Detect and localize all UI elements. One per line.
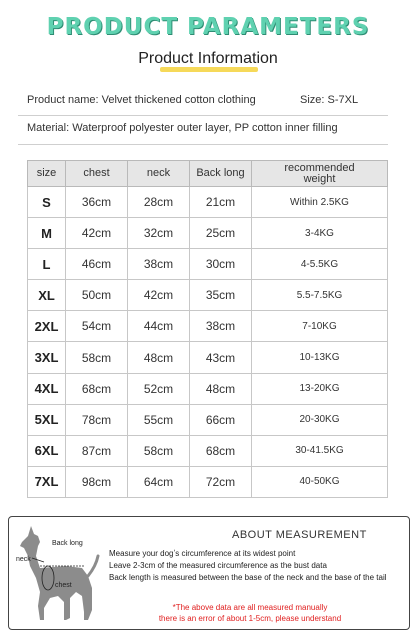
product-name: Product name: Velvet thickened cotton clothing [27,94,256,106]
cell-size: S [28,187,66,218]
measurement-title: ABOUT MEASUREMENT [232,529,367,541]
page-title: PRODUCT PARAMETERS [46,14,370,40]
header-neck: neck [128,161,190,187]
cell-chest: 98cm [66,466,128,497]
cell-chest: 42cm [66,218,128,249]
table-row [28,466,388,497]
header-size: size [28,161,66,187]
cell-weight: 5.5-7.5KG [252,280,388,311]
cell-chest: 46cm [66,249,128,280]
section-subtitle [0,50,416,68]
table-row [28,435,388,466]
cell-neck: 64cm [128,466,190,497]
cell-size: XL [28,280,66,311]
cell-back-long: 68cm [190,435,252,466]
cell-neck: 42cm [128,280,190,311]
parameters-table [27,160,388,498]
cell-chest: 78cm [66,404,128,435]
cell-chest: 54cm [66,311,128,342]
dog-label-neck: neck [16,556,31,563]
table-row [28,311,388,342]
cell-neck: 28cm [128,187,190,218]
cell-size: M [28,218,66,249]
cell-neck: 52cm [128,373,190,404]
cell-chest: 87cm [66,435,128,466]
cell-neck: 48cm [128,342,190,373]
cell-neck: 58cm [128,435,190,466]
material-info: Material: Waterproof polyester outer layer, PP cotton inner filling [27,122,338,134]
table-row [28,218,388,249]
cell-weight: Within 2.5KG [252,187,388,218]
cell-size: 6XL [28,435,66,466]
table-row [28,280,388,311]
cell-weight: 20-30KG [252,404,388,435]
cell-neck: 32cm [128,218,190,249]
table-row [28,342,388,373]
header-back-long: Back long [190,161,252,187]
table-row [28,404,388,435]
subtitle-highlight [160,67,258,72]
cell-weight: 3-4KG [252,218,388,249]
measurement-line: Back length is measured between the base of the neck and the base of the tail [109,573,387,582]
cell-weight: 10-13KG [252,342,388,373]
dog-label-chest: chest [55,582,72,589]
cell-size: L [28,249,66,280]
size-range: Size: S-7XL [300,94,359,106]
cell-size: 7XL [28,466,66,497]
cell-neck: 55cm [128,404,190,435]
table-header-row [28,161,388,187]
cell-weight: 7-10KG [252,311,388,342]
cell-weight: 13-20KG [252,373,388,404]
cell-back-long: 21cm [190,187,252,218]
table-row [28,373,388,404]
divider [18,144,388,145]
divider [18,115,388,116]
cell-chest: 58cm [66,342,128,373]
cell-back-long: 66cm [190,404,252,435]
measurement-line: Measure your dogʼs circumference at its widest point [109,549,296,558]
cell-size: 4XL [28,373,66,404]
measurement-note: *The above data are all measured manually [172,603,328,612]
cell-size: 2XL [28,311,66,342]
cell-back-long: 43cm [190,342,252,373]
cell-back-long: 30cm [190,249,252,280]
cell-weight: 30-41.5KG [252,435,388,466]
cell-chest: 68cm [66,373,128,404]
header-recommended-weight: recommended weight [252,161,388,187]
cell-weight: 40-50KG [252,466,388,497]
dog-label-back-long: Back long [52,540,83,547]
table-row [28,249,388,280]
dog-silhouette-icon [14,522,100,626]
measurement-line: Leave 2-3cm of the measured circumference as the bust data [109,561,327,570]
cell-neck: 38cm [128,249,190,280]
cell-size: 5XL [28,404,66,435]
cell-back-long: 35cm [190,280,252,311]
cell-chest: 50cm [66,280,128,311]
cell-back-long: 48cm [190,373,252,404]
table-row [28,187,388,218]
subtitle-text: Product Information [138,50,278,67]
cell-chest: 36cm [66,187,128,218]
cell-weight: 4-5.5KG [252,249,388,280]
measurement-note: there is an error of about 1-5cm, please understand [158,614,342,623]
cell-back-long: 38cm [190,311,252,342]
cell-back-long: 25cm [190,218,252,249]
cell-back-long: 72cm [190,466,252,497]
cell-size: 3XL [28,342,66,373]
cell-neck: 44cm [128,311,190,342]
header-chest: chest [66,161,128,187]
